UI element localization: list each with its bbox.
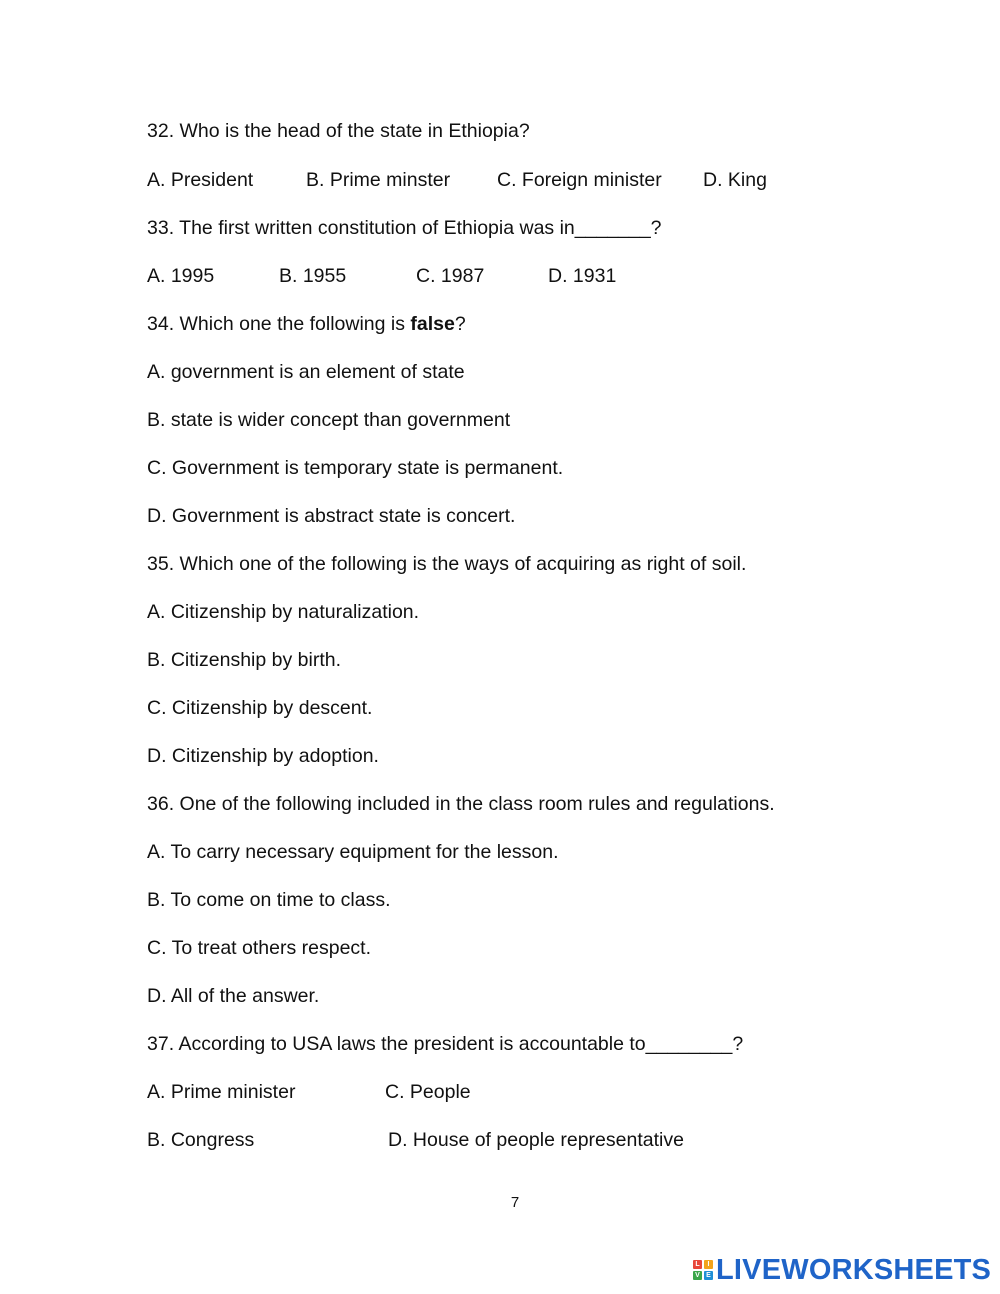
option-a[interactable]: A. Prime minister: [147, 1081, 296, 1103]
logo-mark-icon: [693, 1260, 713, 1280]
question-34-end: ?: [454, 313, 466, 335]
option-c[interactable]: C. 1987: [416, 265, 485, 287]
option-d[interactable]: D. House of people representative: [388, 1129, 684, 1151]
logo-cell: E: [704, 1271, 713, 1280]
option-d[interactable]: D. 1931: [548, 265, 617, 287]
brand-name: LIVEWORKSHEETS: [716, 1253, 992, 1286]
liveworksheets-logo[interactable]: [693, 1253, 991, 1287]
option-c[interactable]: C. Foreign minister: [497, 169, 662, 191]
logo-cell: V: [693, 1271, 702, 1280]
option-d[interactable]: D. Government is abstract state is concert.: [147, 505, 516, 527]
page-number: 7: [510, 1194, 520, 1211]
option-a[interactable]: A. government is an element of state: [147, 361, 465, 383]
option-b[interactable]: B. state is wider concept than government: [147, 409, 511, 431]
option-b[interactable]: B. To come on time to class.: [147, 889, 391, 911]
question-32: 32. Who is the head of the state in Ethiopia?: [147, 120, 530, 142]
question-37-options-row-2: [147, 1128, 684, 1200]
option-b[interactable]: B. 1955: [279, 265, 347, 287]
option-c[interactable]: C. To treat others respect.: [147, 937, 371, 959]
logo-cell: I: [704, 1260, 713, 1269]
option-a[interactable]: A. To carry necessary equipment for the lesson.: [147, 841, 559, 863]
option-d[interactable]: D. All of the answer.: [147, 985, 320, 1007]
option-a[interactable]: A. President: [147, 169, 254, 191]
option-d[interactable]: D. Citizenship by adoption.: [147, 745, 379, 767]
option-a[interactable]: A. Citizenship by naturalization.: [147, 601, 420, 623]
option-b[interactable]: B. Prime minster: [306, 169, 451, 191]
option-c[interactable]: C. Government is temporary state is permanent.: [147, 457, 564, 479]
option-b[interactable]: B. Congress: [147, 1129, 255, 1151]
question-35: 35. Which one of the following is the ways of acquiring as right of soil.: [147, 553, 747, 575]
logo-cell: L: [693, 1260, 702, 1269]
question-34: [147, 312, 466, 336]
question-33: 33. The first written constitution of Ethiopia was in_______?: [147, 217, 662, 239]
question-37: 37. According to USA laws the president is accountable to________?: [147, 1033, 744, 1055]
question-34-emphasis: false: [410, 313, 455, 335]
option-c[interactable]: C. Citizenship by descent.: [147, 697, 373, 719]
option-b[interactable]: B. Citizenship by birth.: [147, 649, 342, 671]
option-a[interactable]: A. 1995: [147, 265, 215, 287]
option-c[interactable]: C. People: [385, 1081, 471, 1103]
option-d[interactable]: D. King: [703, 169, 767, 191]
question-36: 36. One of the following included in the class room rules and regulations.: [147, 793, 775, 815]
question-34-text: 34. Which one the following is: [147, 313, 411, 335]
